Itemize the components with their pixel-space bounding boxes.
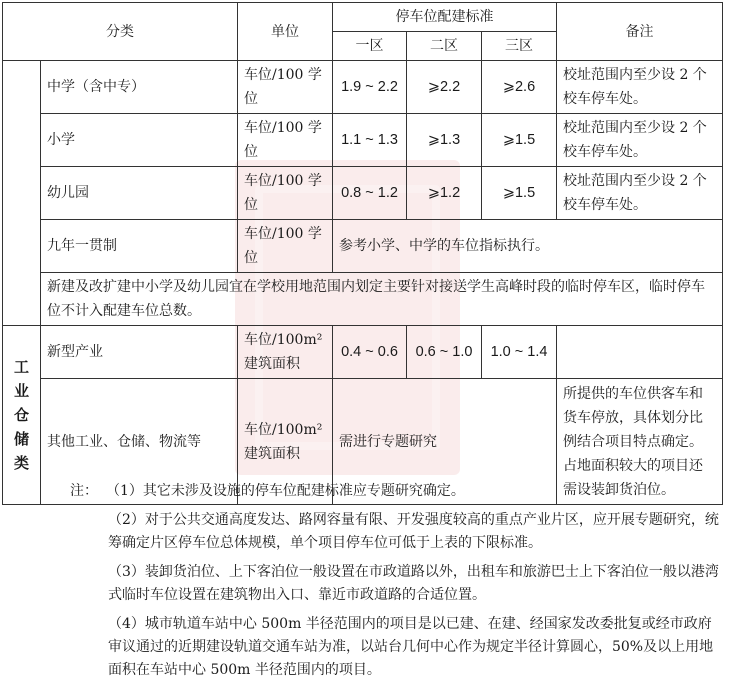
category-char: 类 (13, 454, 29, 472)
table-row (3, 167, 723, 220)
row-remark (557, 326, 723, 379)
row-name: 小学 (41, 114, 238, 167)
row-remark: 校址范围内至少设 2 个校车停车处。 (557, 114, 723, 167)
header-standard: 停车位配建标准 (333, 3, 557, 32)
row-name: 中学（含中专） (41, 61, 238, 114)
header-row (3, 3, 723, 32)
row-unit: 车位/100 学位 (238, 220, 333, 273)
notes-label: 注： (70, 483, 98, 499)
row-remark: 校址范围内至少设 2 个校车停车处。 (557, 61, 723, 114)
note-item: （4）城市轨道车站中心 500m 半径范围内的项目是以已建、在建、经国家发改委批复或经市政府审议通过的近期建设轨道交通车站为准，以站台几何中心作为规定半径计算圆心，50%及以上用地面积在车站中心 500m 半径范围内的项目。 (108, 616, 714, 678)
education-note-row (3, 273, 723, 326)
row-zone3: ⩾1.5 (482, 167, 557, 220)
row-zone1: 1.9 ~ 2.2 (333, 61, 407, 114)
note-item: （2）对于公共交通高度发达、路网容量有限、开发强度较高的重点产业片区，应开展专题研究，统筹确定片区停车位总体规模，单个项目停车位可低于上表的下限标准。 (108, 512, 719, 551)
category-char: 工 (13, 358, 29, 376)
note-item (70, 480, 725, 503)
note-item: （3）装卸货泊位、上下客泊位一般设置在市政道路以外，出租车和旅游巴士上下客泊位一般以港湾式临时车位设置在建筑物出入口、靠近市政道路的合适位置。 (108, 564, 719, 603)
category-char: 储 (13, 430, 29, 448)
education-category-cell (3, 61, 41, 326)
row-name: 新型产业 (41, 326, 238, 379)
industry-category-cell (3, 326, 41, 505)
education-note: 新建及改扩建中小学及幼儿园宜在学校用地范围内划定主要针对接送学生高峰时段的临时停车区，临时停车位不计入配建车位总数。 (41, 273, 723, 326)
row-zone3: ⩾2.6 (482, 61, 557, 114)
row-unit: 车位/100 学位 (238, 114, 333, 167)
row-zone2: 0.6 ~ 1.0 (407, 326, 482, 379)
parking-standard-table (2, 2, 723, 505)
header-remark: 备注 (557, 3, 723, 61)
row-zone2: ⩾2.2 (407, 61, 482, 114)
header-unit: 单位 (238, 3, 333, 61)
table-row (3, 220, 723, 273)
table-row (3, 114, 723, 167)
row-name: 幼儿园 (41, 167, 238, 220)
row-zone1: 0.8 ~ 1.2 (333, 167, 407, 220)
row-unit: 车位/100m² 建筑面积 (238, 326, 333, 379)
row-zone3: ⩾1.5 (482, 114, 557, 167)
row-zone3: 1.0 ~ 1.4 (482, 326, 557, 379)
row-merged-text: 需进行专题研究 (333, 379, 557, 505)
table-row (3, 326, 723, 379)
category-char: 仓 (13, 406, 29, 424)
row-name: 其他工业、仓储、物流等 (41, 379, 238, 505)
notes-section (70, 480, 725, 682)
row-unit: 车位/100 学位 (238, 61, 333, 114)
row-remark: 所提供的车位供客车和货车停放，具体划分比例结合项目特点确定。占地面积较大的项目还需设装卸货泊位。 (557, 379, 723, 505)
row-zone2: ⩾1.3 (407, 114, 482, 167)
header-zone3: 三区 (482, 32, 557, 61)
row-merged-text: 参考小学、中学的车位指标执行。 (333, 220, 723, 273)
row-unit: 车位/100 学位 (238, 167, 333, 220)
header-zone1: 一区 (333, 32, 407, 61)
header-zone2: 二区 (407, 32, 482, 61)
row-zone2: ⩾1.2 (407, 167, 482, 220)
row-remark: 校址范围内至少设 2 个校车停车处。 (557, 167, 723, 220)
header-category: 分类 (3, 3, 238, 61)
row-name: 九年一贯制 (41, 220, 238, 273)
row-unit: 车位/100m² 建筑面积 (238, 379, 333, 505)
table-row (3, 61, 723, 114)
row-zone1: 1.1 ~ 1.3 (333, 114, 407, 167)
category-char: 业 (13, 382, 29, 400)
note-text: （1）其它未涉及设施的停车位配建标准应专题研究确定。 (106, 483, 465, 499)
row-zone1: 0.4 ~ 0.6 (333, 326, 407, 379)
